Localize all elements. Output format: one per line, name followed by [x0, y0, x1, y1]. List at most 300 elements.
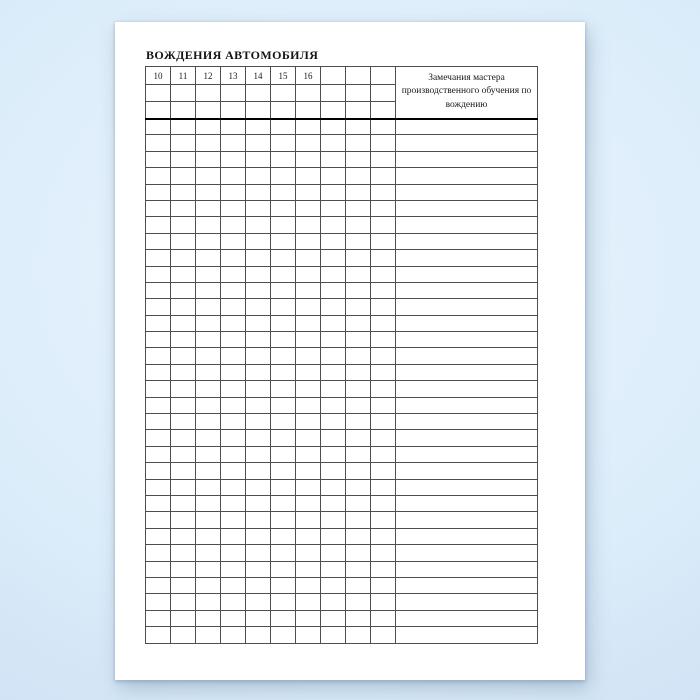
table-cell	[246, 119, 271, 135]
table-cell	[346, 168, 371, 184]
table-cell	[146, 397, 171, 413]
header-cell-15: 15	[271, 67, 296, 85]
table-cell	[246, 381, 271, 397]
header-cell-empty	[271, 102, 296, 119]
header-cell-empty	[221, 85, 246, 102]
table-row	[146, 446, 538, 462]
table-cell	[246, 184, 271, 200]
table-cell	[146, 561, 171, 577]
table-cell	[271, 627, 296, 643]
table-cell	[271, 282, 296, 298]
table-cell	[246, 299, 271, 315]
table-cell	[321, 151, 346, 167]
remarks-cell	[396, 561, 538, 577]
table-row	[146, 200, 538, 216]
table-cell	[321, 463, 346, 479]
header-cell-empty	[196, 102, 221, 119]
table-cell	[171, 446, 196, 462]
header-cell-empty	[321, 67, 346, 85]
table-cell	[171, 381, 196, 397]
header-cell-empty	[296, 85, 321, 102]
table-cell	[371, 217, 396, 233]
table-cell	[321, 364, 346, 380]
table-cell	[246, 446, 271, 462]
table-cell	[171, 627, 196, 643]
table-cell	[246, 610, 271, 626]
table-cell	[246, 627, 271, 643]
remarks-header-line: вождению	[445, 100, 488, 111]
table-cell	[196, 299, 221, 315]
table-cell	[321, 594, 346, 610]
table-cell	[221, 512, 246, 528]
table-cell	[371, 299, 396, 315]
table-row	[146, 299, 538, 315]
header-cell-empty	[196, 85, 221, 102]
header-cell-empty	[321, 85, 346, 102]
table-cell	[296, 610, 321, 626]
table-cell	[346, 528, 371, 544]
table-cell	[371, 528, 396, 544]
table-cell	[146, 299, 171, 315]
table-cell	[196, 627, 221, 643]
table-cell	[271, 364, 296, 380]
table-cell	[321, 561, 346, 577]
table-cell	[296, 315, 321, 331]
table-cell	[346, 184, 371, 200]
table-cell	[146, 545, 171, 561]
table-cell	[196, 545, 221, 561]
table-row	[146, 561, 538, 577]
remarks-header-line: Замечания мастера	[428, 72, 505, 83]
table-cell	[296, 397, 321, 413]
remarks-cell	[396, 397, 538, 413]
table-cell	[171, 315, 196, 331]
table-cell	[296, 561, 321, 577]
table-cell	[221, 577, 246, 593]
table-cell	[146, 266, 171, 282]
header-cell-empty	[246, 102, 271, 119]
remarks-cell	[396, 151, 538, 167]
table-cell	[171, 479, 196, 495]
table-cell	[221, 151, 246, 167]
table-cell	[146, 315, 171, 331]
table-cell	[271, 217, 296, 233]
table-cell	[221, 332, 246, 348]
table-cell	[321, 446, 346, 462]
header-cell-14: 14	[246, 67, 271, 85]
table-cell	[146, 119, 171, 135]
table-cell	[196, 561, 221, 577]
table-cell	[321, 577, 346, 593]
remarks-cell	[396, 200, 538, 216]
table-cell	[146, 233, 171, 249]
table-cell	[371, 414, 396, 430]
table-cell	[371, 627, 396, 643]
table-cell	[196, 495, 221, 511]
table-cell	[146, 446, 171, 462]
remarks-cell	[396, 217, 538, 233]
table-cell	[271, 495, 296, 511]
table-cell	[171, 250, 196, 266]
remarks-cell	[396, 315, 538, 331]
table-cell	[196, 282, 221, 298]
table-cell	[221, 414, 246, 430]
table-cell	[171, 119, 196, 135]
table-row	[146, 266, 538, 282]
header-cell-empty	[221, 102, 246, 119]
table-cell	[271, 397, 296, 413]
table-cell	[296, 495, 321, 511]
table-row	[146, 577, 538, 593]
remarks-cell	[396, 184, 538, 200]
table-cell	[146, 151, 171, 167]
table-cell	[171, 217, 196, 233]
table-cell	[271, 266, 296, 282]
table-cell	[196, 250, 221, 266]
remarks-cell	[396, 168, 538, 184]
table-row	[146, 594, 538, 610]
table-cell	[321, 217, 346, 233]
table-cell	[196, 184, 221, 200]
table-cell	[171, 577, 196, 593]
table-cell	[221, 561, 246, 577]
table-cell	[171, 364, 196, 380]
table-cell	[171, 610, 196, 626]
header-cell-empty	[346, 67, 371, 85]
table-cell	[221, 299, 246, 315]
table-cell	[221, 463, 246, 479]
table-cell	[196, 528, 221, 544]
table-cell	[296, 446, 321, 462]
table-cell	[221, 168, 246, 184]
header-cell-10: 10	[146, 67, 171, 85]
table-cell	[146, 217, 171, 233]
table-cell	[321, 430, 346, 446]
table-cell	[271, 594, 296, 610]
table-cell	[146, 414, 171, 430]
header-cell-empty	[371, 67, 396, 85]
table-cell	[171, 168, 196, 184]
table-cell	[171, 332, 196, 348]
table-row	[146, 315, 538, 331]
table-row	[146, 610, 538, 626]
table-body	[146, 67, 538, 644]
table-cell	[346, 594, 371, 610]
table-cell	[296, 528, 321, 544]
table-cell	[196, 610, 221, 626]
table-cell	[321, 266, 346, 282]
table-row	[146, 495, 538, 511]
table-cell	[371, 577, 396, 593]
table-cell	[321, 348, 346, 364]
table-cell	[296, 184, 321, 200]
table-cell	[246, 397, 271, 413]
table-cell	[246, 168, 271, 184]
table-cell	[321, 315, 346, 331]
table-cell	[221, 250, 246, 266]
table-cell	[196, 233, 221, 249]
table-cell	[246, 266, 271, 282]
table-cell	[196, 430, 221, 446]
table-cell	[296, 430, 321, 446]
remarks-header-cell	[396, 67, 538, 119]
table-cell	[296, 364, 321, 380]
table-cell	[346, 233, 371, 249]
table-cell	[221, 397, 246, 413]
header-cell-empty	[146, 102, 171, 119]
table-cell	[346, 414, 371, 430]
table-cell	[146, 463, 171, 479]
table-cell	[371, 151, 396, 167]
table-cell	[296, 577, 321, 593]
table-cell	[346, 282, 371, 298]
table-cell	[271, 512, 296, 528]
table-cell	[321, 200, 346, 216]
table-row	[146, 479, 538, 495]
remarks-cell	[396, 512, 538, 528]
table-row	[146, 332, 538, 348]
table-cell	[296, 266, 321, 282]
header-cell-13: 13	[221, 67, 246, 85]
table-row	[146, 233, 538, 249]
table-cell	[346, 119, 371, 135]
table-cell	[246, 561, 271, 577]
table-cell	[371, 282, 396, 298]
table-row	[146, 184, 538, 200]
table-row	[146, 528, 538, 544]
table-cell	[321, 528, 346, 544]
table-cell	[346, 200, 371, 216]
table-cell	[246, 463, 271, 479]
table-cell	[371, 250, 396, 266]
table-cell	[371, 348, 396, 364]
table-cell	[296, 332, 321, 348]
table-cell	[221, 119, 246, 135]
table-cell	[296, 512, 321, 528]
table-cell	[321, 397, 346, 413]
table-cell	[221, 217, 246, 233]
remarks-cell	[396, 119, 538, 135]
table-cell	[246, 528, 271, 544]
table-cell	[171, 348, 196, 364]
table-cell	[371, 381, 396, 397]
table-cell	[271, 299, 296, 315]
table-cell	[346, 577, 371, 593]
table-cell	[146, 364, 171, 380]
table-cell	[271, 577, 296, 593]
table-cell	[321, 627, 346, 643]
table-cell	[146, 168, 171, 184]
table-cell	[146, 479, 171, 495]
table-cell	[296, 414, 321, 430]
table-cell	[371, 463, 396, 479]
table-cell	[346, 446, 371, 462]
table-cell	[171, 135, 196, 151]
table-cell	[171, 528, 196, 544]
table-cell	[171, 233, 196, 249]
remarks-cell	[396, 414, 538, 430]
table-cell	[271, 348, 296, 364]
table-row	[146, 217, 538, 233]
table-cell	[196, 479, 221, 495]
table-cell	[296, 200, 321, 216]
table-row	[146, 135, 538, 151]
table-cell	[296, 282, 321, 298]
table-cell	[346, 561, 371, 577]
table-cell	[221, 282, 246, 298]
table-cell	[221, 135, 246, 151]
table-cell	[171, 463, 196, 479]
table-row	[146, 119, 538, 135]
table-cell	[171, 414, 196, 430]
remarks-cell	[396, 430, 538, 446]
table-cell	[271, 151, 296, 167]
header-cell-empty	[296, 102, 321, 119]
table-cell	[371, 561, 396, 577]
table-cell	[171, 430, 196, 446]
table-cell	[146, 332, 171, 348]
header-cell-empty	[346, 85, 371, 102]
table-cell	[146, 282, 171, 298]
table-cell	[171, 266, 196, 282]
table-cell	[296, 250, 321, 266]
table-cell	[346, 315, 371, 331]
page-title: ВОЖДЕНИЯ АВТОМОБИЛЯ	[146, 48, 319, 62]
table-cell	[321, 332, 346, 348]
remarks-cell	[396, 250, 538, 266]
table-cell	[371, 266, 396, 282]
table-cell	[196, 364, 221, 380]
table-cell	[196, 119, 221, 135]
table-cell	[271, 200, 296, 216]
remarks-cell	[396, 479, 538, 495]
table-cell	[271, 332, 296, 348]
remarks-cell	[396, 381, 538, 397]
table-cell	[321, 233, 346, 249]
table-cell	[146, 594, 171, 610]
table-cell	[146, 135, 171, 151]
table-cell	[221, 200, 246, 216]
table-cell	[371, 364, 396, 380]
remarks-cell	[396, 282, 538, 298]
table-cell	[146, 627, 171, 643]
table-row	[146, 545, 538, 561]
table-cell	[221, 381, 246, 397]
remarks-cell	[396, 135, 538, 151]
table-row	[146, 364, 538, 380]
remarks-cell	[396, 463, 538, 479]
table-cell	[246, 430, 271, 446]
table-cell	[246, 348, 271, 364]
table-row	[146, 250, 538, 266]
table-cell	[346, 135, 371, 151]
table-cell	[146, 430, 171, 446]
table-cell	[196, 577, 221, 593]
remarks-cell	[396, 627, 538, 643]
table-cell	[296, 217, 321, 233]
table-cell	[221, 315, 246, 331]
remarks-cell	[396, 577, 538, 593]
table-cell	[246, 364, 271, 380]
table-cell	[221, 528, 246, 544]
table-cell	[196, 381, 221, 397]
table-cell	[196, 594, 221, 610]
table-cell	[271, 528, 296, 544]
table-row	[146, 430, 538, 446]
table-cell	[296, 545, 321, 561]
table-cell	[296, 119, 321, 135]
table-cell	[371, 135, 396, 151]
table-cell	[346, 495, 371, 511]
table-cell	[296, 151, 321, 167]
table-cell	[221, 610, 246, 626]
table-cell	[346, 512, 371, 528]
table-cell	[321, 282, 346, 298]
table-cell	[371, 594, 396, 610]
table-cell	[196, 168, 221, 184]
table-cell	[246, 135, 271, 151]
table-row	[146, 348, 538, 364]
table-cell	[196, 315, 221, 331]
remarks-cell	[396, 495, 538, 511]
table-cell	[171, 561, 196, 577]
table-cell	[346, 217, 371, 233]
table-cell	[246, 200, 271, 216]
remarks-cell	[396, 233, 538, 249]
table-cell	[171, 397, 196, 413]
table-cell	[346, 479, 371, 495]
table-cell	[346, 397, 371, 413]
table-cell	[371, 512, 396, 528]
table-cell	[146, 348, 171, 364]
table-cell	[321, 610, 346, 626]
table-cell	[371, 119, 396, 135]
table-row	[146, 397, 538, 413]
table-row	[146, 627, 538, 643]
table-cell	[246, 233, 271, 249]
table-cell	[196, 446, 221, 462]
table-cell	[196, 512, 221, 528]
remarks-cell	[396, 332, 538, 348]
table-cell	[246, 217, 271, 233]
table-cell	[371, 184, 396, 200]
table-cell	[146, 184, 171, 200]
table-cell	[296, 463, 321, 479]
header-row	[146, 67, 538, 85]
table-cell	[221, 348, 246, 364]
table-cell	[371, 430, 396, 446]
table-cell	[271, 119, 296, 135]
table-cell	[246, 151, 271, 167]
header-cell-empty	[271, 85, 296, 102]
table-cell	[171, 200, 196, 216]
table-cell	[221, 594, 246, 610]
table-cell	[146, 610, 171, 626]
table-cell	[221, 233, 246, 249]
table-cell	[246, 594, 271, 610]
table-cell	[296, 299, 321, 315]
remarks-cell	[396, 364, 538, 380]
table-cell	[271, 250, 296, 266]
header-cell-empty	[171, 85, 196, 102]
header-cell-empty	[146, 85, 171, 102]
table-cell	[271, 414, 296, 430]
table-cell	[271, 135, 296, 151]
table-cell	[321, 168, 346, 184]
table-cell	[296, 233, 321, 249]
remarks-cell	[396, 446, 538, 462]
table-cell	[346, 545, 371, 561]
